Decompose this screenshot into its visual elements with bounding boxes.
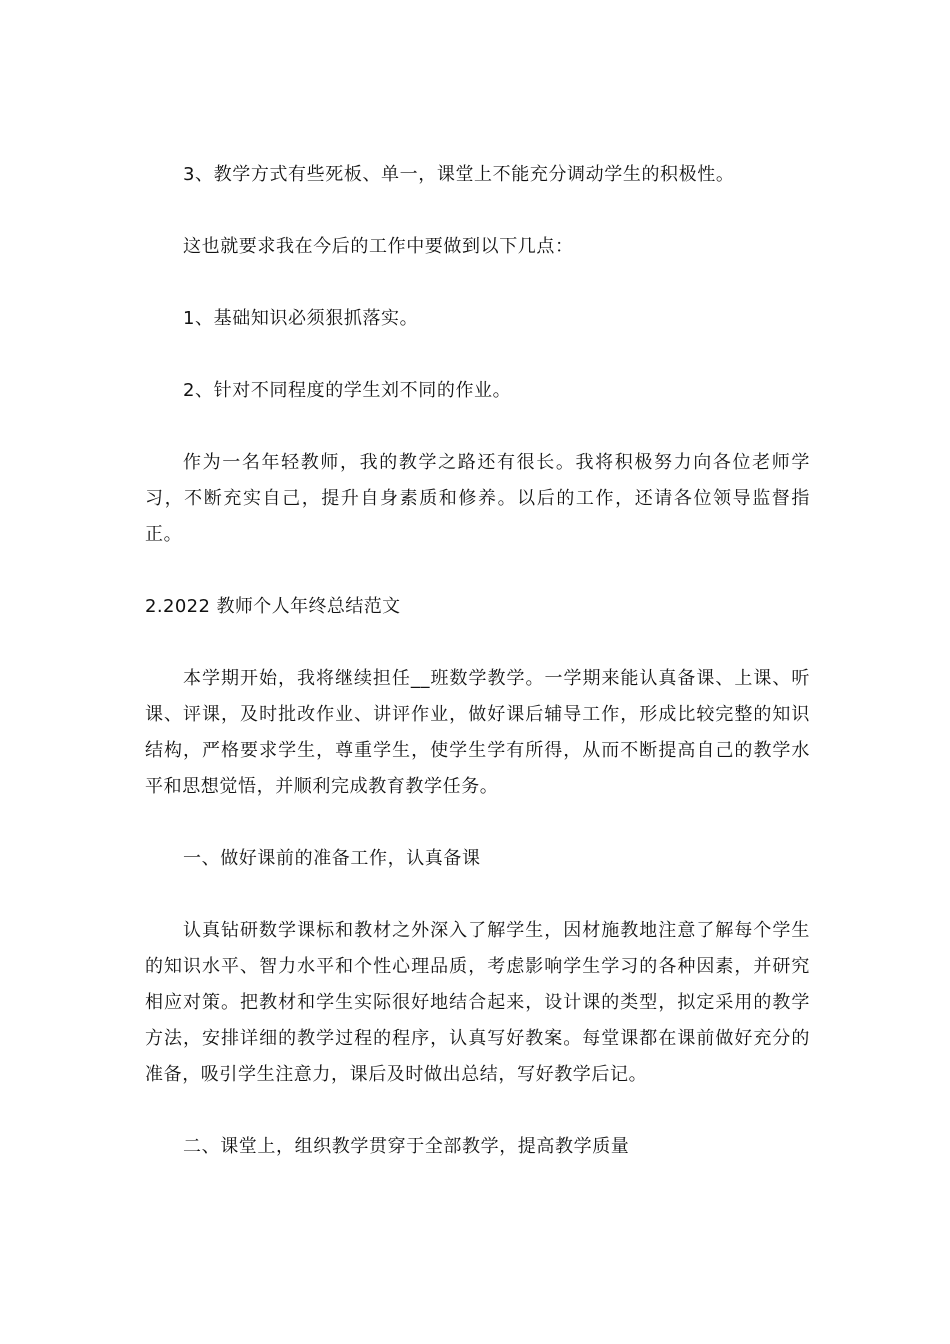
paragraph-conclusion: 作为一名年轻教师，我的教学之路还有很长。我将积极努力向各位老师学习，不断充实自己，提升自身素质和修养。以后的工作，还请各位领导监督指正。	[145, 452, 810, 545]
paragraph-point-2: 2、针对不同程度的学生刘不同的作业。	[183, 380, 512, 401]
subheading-classroom: 二、课堂上，组织教学贯穿于全部教学，提高教学质量	[183, 1136, 630, 1157]
paragraph-intro: 本学期开始，我将继续担任__班数学教学。一学期来能认真备课、上课、听课、评课，及时批改作业、讲评作业，做好课后辅导工作，形成比较完整的知识结构，严格要求学生，尊重学生，使学生学有所得，从而不断提高自己的教学水平和思想觉悟，并顺利完成教育教学任务。	[145, 668, 810, 797]
paragraph-point-1: 1、基础知识必须狠抓落实。	[183, 308, 419, 329]
paragraph-preparation: 认真钻研数学课标和教材之外深入了解学生，因材施教地注意了解每个学生的知识水平、智力水平和个性心理品质，考虑影响学生学习的各种因素，并研究相应对策。把教材和学生实际很好地结合起来，设计课的类型，拟定采用的教学方法，安排详细的教学过程的程序，认真写好教案。每堂课都在课前做好充分的准备，吸引学生注意力，课后及时做出总结，写好教学后记。	[145, 920, 810, 1085]
subheading-preparation: 一、做好课前的准备工作，认真备课	[183, 848, 481, 869]
paragraph-requirements-intro: 这也就要求我在今后的工作中要做到以下几点：	[183, 236, 574, 257]
paragraph-item-3: 3、教学方式有些死板、单一，课堂上不能充分调动学生的积极性。	[183, 164, 735, 185]
section-title: 2.2022 教师个人年终总结范文	[145, 596, 401, 617]
